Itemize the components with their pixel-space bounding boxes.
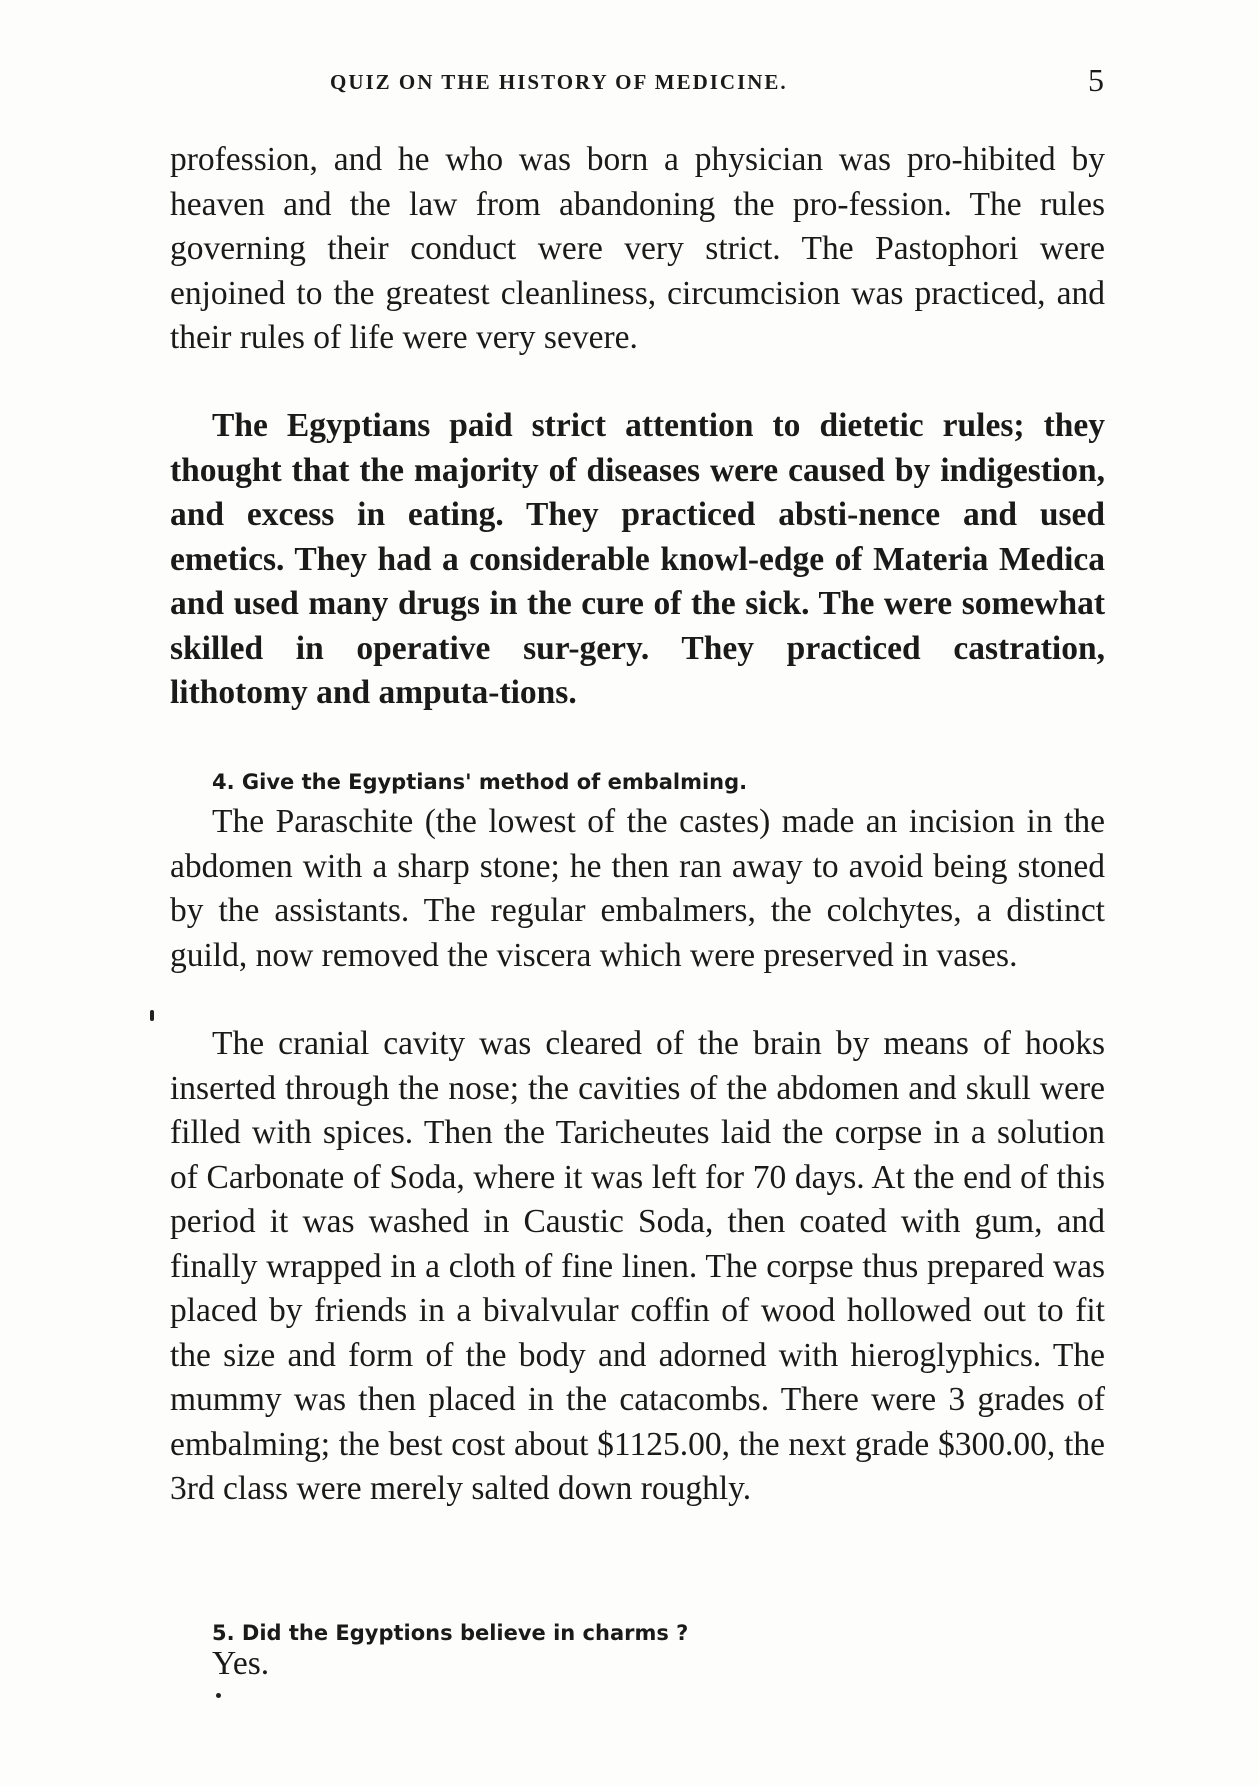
paragraph-text: The cranial cavity was cleared of the brain by means of hooks inserted through the nose; the cavities of the abdomen and skull were filled with spices. Then the Taricheutes laid the corpse in a solution of Carbonate of Soda, where it was left for 70 days. At the end of this period it was washed in Caustic Soda, then coated with gum, and finally wrapped in a cloth of fine linen. The corpse thus prepared was placed by friends in a bivalvular coffin of wood hollowed out to fit the size and form of the body and adorned with hieroglyphics. The mummy was then placed in the catacombs. There were 3 grades of embalming; the best cost about $1125.00, the next grade $300.00, the 3rd class were merely salted down roughly. (170, 1025, 1105, 1507)
ink-mark (216, 1693, 221, 1698)
question-4-heading: 4. Give the Egyptians' method of embalming. (212, 770, 748, 794)
answer-5: Yes. (212, 1645, 270, 1682)
paragraph-text: The Paraschite (the lowest of the castes) made an incision in the abdomen with a sharp stone; he then ran away to avoid being stoned by the assistants. The regular embalmers, the colchytes, a distinct guild, now removed the viscera which were preserved in vases. (170, 803, 1105, 974)
paragraph-text: profession, and he who was born a physician was pro-hibited by heaven and the law from abandoning the pro-fession. The rules governing their conduct were very strict. The Pastophori were enjoined to the greatest cleanliness, circumcision was practiced, and their rules of life were very severe. (170, 141, 1105, 356)
ink-mark (150, 1010, 154, 1021)
page-number: 5 (1088, 62, 1104, 98)
paragraph-paraschite (170, 800, 1105, 978)
paragraph-cranial-cavity (170, 1022, 1105, 1512)
paragraph-text: The Egyptians paid strict attention to dietetic rules; they thought that the majority of diseases were caused by indigestion, and excess in eating. They practiced absti-nence and used emetics. They had a considerable knowl-edge of Materia Medica and used many drugs in the cure of the sick. The were somewhat skilled in operative sur-gery. They practiced castration, lithotomy and amputa-tions. (170, 407, 1105, 711)
running-title: QUIZ ON THE HISTORY OF MEDICINE. (330, 70, 788, 94)
paragraph-profession (170, 138, 1105, 361)
paragraph-dietetic-rules (170, 404, 1105, 716)
question-5-heading: 5. Did the Egyptions believe in charms ? (212, 1621, 689, 1645)
